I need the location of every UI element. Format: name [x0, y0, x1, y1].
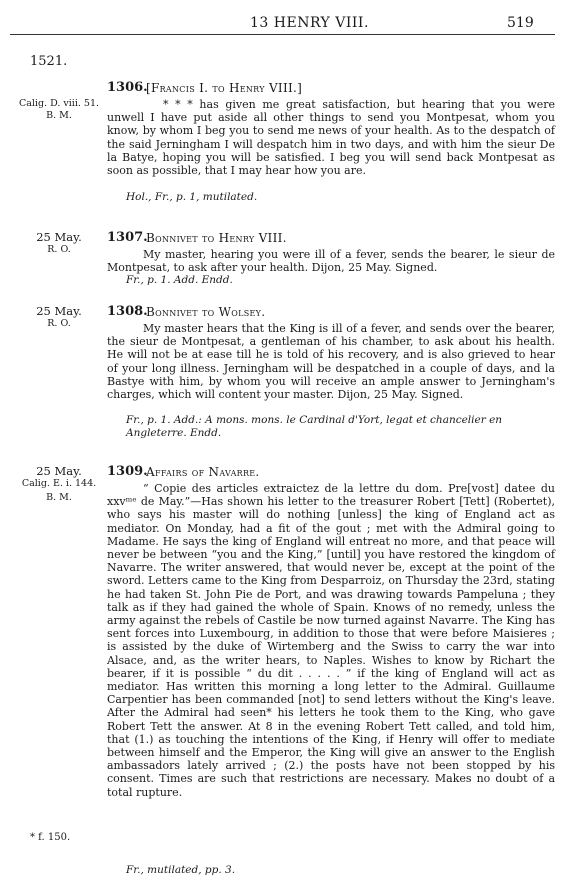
manuscript-reference: Calig. E. i. 144. — [21, 478, 97, 489]
entry-date: 25 May. — [36, 230, 82, 244]
folio-marker: * f. 150. — [30, 832, 71, 843]
entry-number: 1309. — [107, 464, 148, 479]
entry-title: Bonnivet to Wolsey. — [146, 305, 266, 319]
entry-margin — [14, 230, 104, 256]
entry-margin — [14, 98, 104, 122]
entry-body: My master, hearing you were ill of a fever, sends the bearer, le sieur de Montpesat, to ask after your health. Dijon, 25 May. Signed. — [107, 248, 555, 275]
year-label: 1521. — [30, 54, 68, 69]
entry-margin — [14, 464, 104, 504]
entry-title: Bonnivet to Henry VIII. — [146, 231, 287, 245]
running-title: 13 HENRY VIII. — [250, 15, 369, 31]
entry-note: Fr., p. 1. Add. Endd. — [126, 274, 233, 286]
entry-title: Affairs of Navarre. — [146, 465, 260, 479]
page-header — [0, 10, 567, 36]
entry-note: Fr., p. 1. Add.: A mons. mons. le Cardinal d'Yort, legat et chancelier en Angleterre. Endd. — [126, 414, 503, 439]
entry-date: 25 May. — [36, 464, 82, 478]
entry-note: Hol., Fr., p. 1, mutilated. — [126, 191, 258, 203]
entry-title: [Francis I. to Henry VIII.] — [146, 81, 303, 95]
source-label: B. M. — [46, 110, 72, 121]
entry-body: My master hears that the King is ill of a fever, and sends over the bearer, the sieur de Montpesat, a gentleman of his chamber, to ask about his health. He will not be at ease till he is told of his recovery, and is also grieved to hear of your long illness. Jerningham will be despatched in a couple of days, and la Bastye with him, by whom you will receive an ample answer to Jerningham's charges, which will content your master. Dijon, 25 May. Signed. — [107, 322, 555, 402]
page-number: 519 — [507, 15, 534, 31]
entry-body: “ Copie des articles extraictez de la lettre du dom. Pre[vost] datee du xxvᵐᵉ de May.”—Has shown his letter to the treasurer Robert [Tett] (Robertet), who says his master will do nothing [unless] the king of England act as mediator. On Monday, had a fit of the gout ; met with the Admiral going to Madame. He says the king of England will entreat no more, and that peace will never be between “you and the King,” [until] you have restored the kingdom of Navarre. The writer answered, that would never be, except at the point of the sword. Letters came to the King from Desparroiz, on Thursday the 23rd, stating he had taken St. John Pie de Port, and was drawing towards Pampeluna ; they talk as if they had gained the whole of Spain. Knows of no remedy, unless the army against the rebels of Castile be now turned against Navarre. The King has sent forces into Luxembourg, in addition to those that were before Maisieres ; is assisted by the duke of Wirtemberg and the Swiss to carry the war into Alsace, and, as the writer hears, to Naples. Wishes to know by Richart the bearer, if it is possible “ du dit . . . . . ” if the king of England will act as mediator. Has written this morning a long letter to the Admiral. Guillaume Carpentier has been commanded [not] to send letters without the King's leave. After the Admiral had seen* his letters he took them to the King, who gave Robert Tett the answer. At 8 in the evening Robert Tett called, and told him, that (1.) as touching the intentions of the King, if Henry will offer to mediate between himself and the Emperor, the King will give an answer to the English ambassadors lately arrived ; (2.) the posts have not been stopped by his consent. Times are such that restrictions are necessary. Makes no doubt of a total rupture. — [107, 482, 555, 799]
source-label: R. O. — [47, 244, 71, 255]
header-rule — [10, 34, 555, 35]
source-label: R. O. — [47, 318, 71, 329]
entry-date: 25 May. — [36, 304, 82, 318]
entry-margin — [14, 304, 104, 330]
entry-number: 1306. — [107, 80, 148, 95]
entry-number: 1308. — [107, 304, 148, 319]
source-label: B. M. — [46, 492, 72, 503]
entry-body: * * * has given me great satisfaction, but hearing that you were unwell I have put aside all other things to send you Montpesat, whom you know, by whom I beg you to send me news of your health. As to the despatch of the said Jerningham I will despatch him in two days, and with him the sieur De la Batye, hoping you will be satisfied. I beg you will send back Montpesat as soon as possible, that I may hear how you are. — [107, 98, 555, 178]
entry-note: Fr., mutilated, pp. 3. — [126, 864, 236, 876]
entry-number: 1307. — [107, 230, 148, 245]
manuscript-reference: Calig. D. viii. 51. — [18, 98, 100, 109]
